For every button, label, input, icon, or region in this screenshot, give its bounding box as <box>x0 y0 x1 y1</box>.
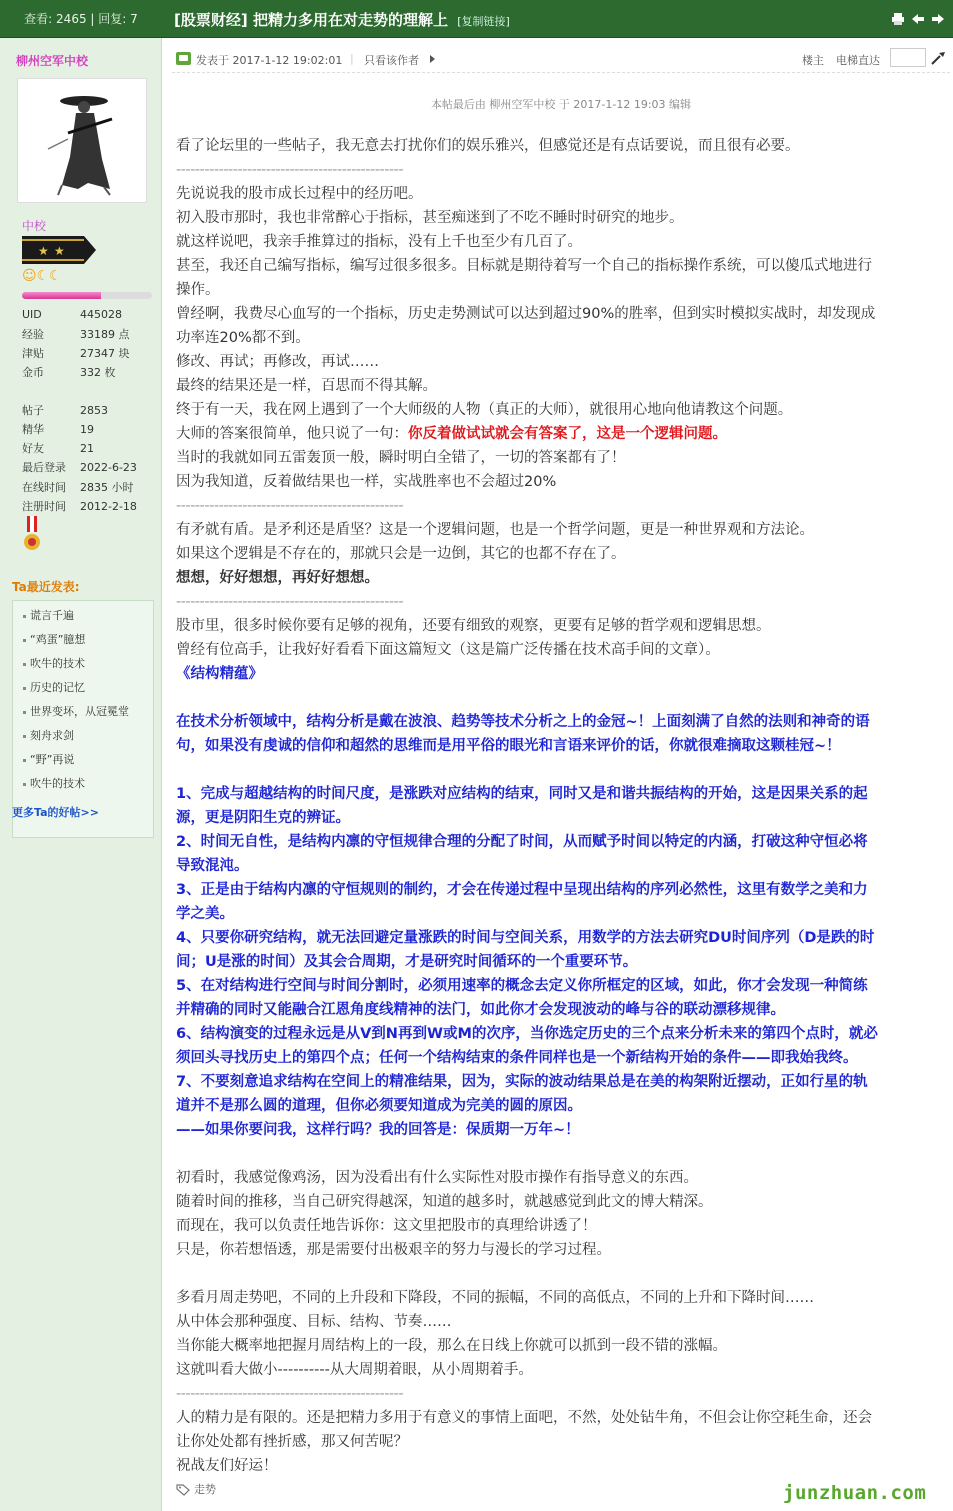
rank-progress-bar <box>22 292 152 299</box>
stat-label: 经验 <box>22 328 44 341</box>
recent-post-link[interactable]: 吹牛的技术 <box>30 777 85 790</box>
post-blank-line <box>176 1142 946 1166</box>
prev-thread-icon[interactable] <box>911 11 925 25</box>
post-line: 初入股市那时，我也非常醉心于指标，甚至痴迷到了不吃不睡时时研究的地步。 <box>176 210 684 226</box>
thread-category-link[interactable]: [股票财经] <box>174 11 248 29</box>
stat-value: 2012-2-18 <box>80 500 137 513</box>
rank-badge-icon <box>22 236 96 264</box>
post-blank-line <box>176 686 946 710</box>
site-watermark: junzhuan.com <box>783 1482 927 1504</box>
stat-posts <box>22 402 108 420</box>
post-line: 5、在对结构进行空间与时间分割时，必须用速率的概念去定义你所框定的区域，如此，你才会发现一种简练 <box>176 978 868 994</box>
post-blank-line <box>176 758 946 782</box>
stat-label: 精华 <box>22 423 44 436</box>
stat-last-login <box>22 459 137 477</box>
post-divider-line: ------------------------------------------------ <box>176 594 404 610</box>
stats-divider: | <box>90 12 95 26</box>
post-line: 从中体会那种强度、目标、结构、节奏…… <box>176 1314 452 1330</box>
svg-text:★: ★ <box>54 244 65 258</box>
post-line: 当你能大概率地把握月周结构上的一段，那么在日线上你就可以抓到一段不错的涨幅。 <box>176 1338 727 1354</box>
recent-post-link[interactable]: 吹牛的技术 <box>30 657 85 670</box>
post-line: 1、完成与超越结构的时间尺度，是涨跌对应结构的结束，同时又是和谐共振结构的开始，这是因果关系的起 <box>176 786 868 802</box>
medal-icon[interactable] <box>22 516 42 558</box>
post-line: ——如果你要问我，这样行吗？我的回答是：保质期一万年~！ <box>176 1122 580 1138</box>
post-line: 人的精力是有限的。还是把精力多用于有意义的事情上面吧，不然，处处钻牛角，不但会让你空耗生命，还会 <box>176 1410 872 1426</box>
author-name-link[interactable]: 柳州空军中校 <box>16 54 89 68</box>
post-date: 发表于 2017-1-12 19:02:01 <box>196 54 343 67</box>
stat-value: 2835 小时 <box>80 481 134 494</box>
post-line: 祝战友们好运！ <box>176 1458 278 1474</box>
stat-value[interactable]: 21 <box>80 442 94 455</box>
recent-posts-title: Ta最近发表: <box>12 580 80 594</box>
post-line: 让你处处都有挫折感，那又何苦呢？ <box>176 1434 408 1450</box>
stat-value[interactable]: 445028 <box>80 308 122 321</box>
rank-progress-fill <box>22 292 101 299</box>
recent-post-link[interactable]: 历史的记忆 <box>30 681 85 694</box>
post-line: 学之美。 <box>176 906 234 922</box>
post-line: 源，更是阴阳生克的辨证。 <box>176 810 350 826</box>
post-line: 先说说我的股市成长过程中的经历吧。 <box>176 186 423 202</box>
master-answer-highlight: 你反着做试试就会有答案了，这是一个逻辑问题。 <box>408 426 727 442</box>
stat-value: 33189 点 <box>80 328 130 341</box>
post-line: 因为我知道，反着做结果也一样，实战胜率也不会超过20% <box>176 474 557 490</box>
rank-level-icon: ☺☾☾ <box>22 268 62 284</box>
stat-value: 2022-6-23 <box>80 461 137 474</box>
master-answer-prefix: 大师的答案很简单，他只说了一句： <box>176 426 408 442</box>
stat-label: 帖子 <box>22 404 44 417</box>
stat-label: 最后登录 <box>22 461 66 474</box>
jump-to-floor-label: 电梯直达 <box>836 54 880 67</box>
post-line-master-answer <box>176 422 946 446</box>
stat-digest <box>22 421 94 439</box>
post-line: 6、结构演变的过程永远是从V到N再到W或M的次序，当你选定历史的三个点来分析未来的第四个点时，就必 <box>176 1026 878 1042</box>
jump-go-icon[interactable] <box>930 50 946 66</box>
post-line: 4、只要你研究结构，就无法回避定量涨跌的时间与空间关系，用数学的方法去研究DU时间序列（D是跌的时 <box>176 930 875 946</box>
post-line: 初看时，我感觉像鸡汤，因为没看出有什么实际性对股市操作有指导意义的东西。 <box>176 1170 698 1186</box>
more-good-posts-link[interactable]: 更多Ta的好帖>> <box>12 806 99 819</box>
post-line: 间；U是涨的时间）及其会合周期，才是研究时间循环的一个重要环节。 <box>176 954 638 970</box>
post-line: 这就叫看大做小----------从大周期着眼，从小周期着手。 <box>176 1362 533 1378</box>
stat-label: 好友 <box>22 442 44 455</box>
copy-link-button[interactable]: [复制链接] <box>457 15 510 28</box>
post-divider-line: ------------------------------------------------ <box>176 1386 404 1402</box>
thread-title-text: 把精力多用在对走势的理解上 <box>252 11 448 29</box>
thread-header <box>0 0 953 38</box>
post-line: 曾经有位高手，让我好好看看下面这篇短文（这是篇广泛传播在技术高手间的文章）。 <box>176 642 720 658</box>
post-line: 导致混沌。 <box>176 858 249 874</box>
recent-post-link[interactable]: 谎言千遍 <box>30 609 74 622</box>
stat-label: 在线时间 <box>22 481 66 494</box>
post-line: 《结构精蕴》 <box>176 666 263 682</box>
post-line: 须回头寻找历史上的第四个点；任何一个结构结束的条件同样也是一个新结构开始的条件——即我始我终。 <box>176 1050 858 1066</box>
post-line: 在技术分析领域中，结构分析是戴在波浪、趋势等技术分析之上的金冠~！上面刻满了自然的法则和神奇的语 <box>176 714 870 730</box>
tag-icon <box>176 1484 190 1496</box>
stat-uid <box>22 306 122 324</box>
post-line: 3、正是由于结构内凛的守恒规则的制约，才会在传递过程中呈现出结构的序列必然性，这里有数学之美和力 <box>176 882 868 898</box>
next-thread-icon[interactable] <box>931 11 945 25</box>
post-line: 股市里，很多时候你要有足够的视角，还要有细致的观察，更要有足够的哲学观和逻辑思想。 <box>176 618 771 634</box>
post-line: 2、时间无自性，是结构内凛的守恒规律合理的分配了时间，从而赋予时间以特定的内涵，打破这种守恒必将 <box>176 834 868 850</box>
jump-floor-input[interactable] <box>890 48 926 67</box>
meta-separator: | <box>350 52 354 65</box>
stat-register-time <box>22 498 137 516</box>
post-line: 道并不是那么圆的道理，但你必须要知道成为完美的圆的原因。 <box>176 1098 582 1114</box>
tag-link[interactable]: 走势 <box>194 1483 216 1496</box>
post-line: 如果这个逻辑是不存在的，那就只会是一边倒，其它的也都不存在了。 <box>176 546 626 562</box>
post-line: 修改、再试；再修改，再试…… <box>176 354 379 370</box>
replies-label: 回复: <box>98 12 127 26</box>
post-line: 并精确的同时又能融合江恩角度线精神的法门，如此你才会发现波动的峰与谷的联动漂移规律。 <box>176 1002 785 1018</box>
svg-text:★: ★ <box>38 244 49 258</box>
views-count: 2465 <box>56 12 87 26</box>
stat-value: 27347 块 <box>80 347 130 360</box>
post-line: 有矛就有盾。是矛利还是盾坚？这是一个逻辑问题，也是一个哲学问题，更是一种世界观和方法论。 <box>176 522 814 538</box>
post-line: 最终的结果还是一样，百思而不得其解。 <box>176 378 437 394</box>
recent-post-link[interactable]: “鸡蛋”臆想 <box>30 633 86 646</box>
stat-value[interactable]: 2853 <box>80 404 108 417</box>
thread-title <box>174 0 510 38</box>
floor-label: 楼主 <box>802 54 824 67</box>
post-line: 句，如果没有虔诚的信仰和超然的思维而是用平俗的眼光和言语来评价的话，你就很难摘取这颗桂冠~！ <box>176 738 841 754</box>
only-author-link[interactable]: 只看该作者 <box>364 54 419 67</box>
stat-friends <box>22 440 94 458</box>
post-line: 甚至，我还自己编写指标，编写过很多很多。目标就是期待着写一个自己的指标操作系统，可以傻瓜式地进行 <box>176 258 872 274</box>
author-sidebar <box>0 38 162 1511</box>
thread-toolbar <box>891 11 945 27</box>
post-divider-line: ------------------------------------------------ <box>176 162 404 178</box>
post-line: 而现在，我可以负责任地告诉你：这文里把股市的真理给讲透了！ <box>176 1218 597 1234</box>
post-blank-line <box>176 1262 946 1286</box>
view-reply-stats <box>0 0 162 38</box>
stat-label: UID <box>22 308 42 321</box>
online-status-icon <box>176 52 191 65</box>
post-line: 当时的我就如同五雷轰顶一般，瞬时明白全错了，一切的答案都有了！ <box>176 450 626 466</box>
author-rank: 中校 <box>22 219 47 233</box>
post-divider-line: ------------------------------------------------ <box>176 498 404 514</box>
post-meta-bar <box>172 45 950 73</box>
stat-allowance <box>22 345 130 363</box>
stat-label: 津贴 <box>22 347 44 360</box>
post-tags <box>176 1481 216 1497</box>
post-content <box>176 134 946 1478</box>
recent-post-link[interactable]: “野”再说 <box>30 753 75 766</box>
post-line: 就这样说吧，我亲手推算过的指标，没有上千也至少有几百了。 <box>176 234 582 250</box>
arrow-right-icon <box>430 55 435 63</box>
stat-online-time <box>22 479 134 497</box>
stat-exp <box>22 326 130 344</box>
post-line: 功率连20%都不到。 <box>176 330 310 346</box>
views-label: 查看: <box>24 12 53 26</box>
post-line: 曾经啊，我费尽心血写的一个指标，历史走势测试可以达到超过90%的胜率，但到实时模拟实战时，却发现成 <box>176 306 876 322</box>
post-line: 随着时间的推移，当自己研究得越深，知道的越多时，就越感觉到此文的博大精深。 <box>176 1194 713 1210</box>
stat-coins <box>22 364 116 382</box>
stat-value[interactable]: 19 <box>80 423 94 436</box>
avatar[interactable] <box>17 78 147 203</box>
replies-count: 7 <box>130 12 138 26</box>
last-edited-note: 本帖最后由 柳州空军中校 于 2017-1-12 19:03 编辑 <box>430 98 692 111</box>
print-icon[interactable] <box>891 11 905 25</box>
stat-label: 金币 <box>22 366 44 379</box>
recent-post-link[interactable]: 刻舟求剑 <box>30 729 74 742</box>
post-line: 终于有一天，我在网上遇到了一个大师级的人物（真正的大师），就很用心地向他请教这个问题。 <box>176 402 793 418</box>
stat-value: 332 枚 <box>80 366 116 379</box>
post-line: 看了论坛里的一些帖子，我无意去打扰你们的娱乐雅兴，但感觉还是有点话要说，而且很有必要。 <box>176 138 800 154</box>
recent-post-link[interactable]: 世界变坏，从冠冕堂 <box>30 705 129 718</box>
post-line: 只是，你若想悟透，那是需要付出极艰辛的努力与漫长的学习过程。 <box>176 1242 611 1258</box>
post-line: 多看月周走势吧，不同的上升段和下降段，不同的振幅，不同的高低点，不同的上升和下降时间…… <box>176 1290 814 1306</box>
stat-label: 注册时间 <box>22 500 66 513</box>
post-line: 想想，好好想想，再好好想想。 <box>176 570 379 586</box>
post-line: 操作。 <box>176 282 220 298</box>
post-line: 7、不要刻意追求结构在空间上的精准结果，因为，实际的波动结果总是在美的构架附近摆动，正如行星的轨 <box>176 1074 868 1090</box>
